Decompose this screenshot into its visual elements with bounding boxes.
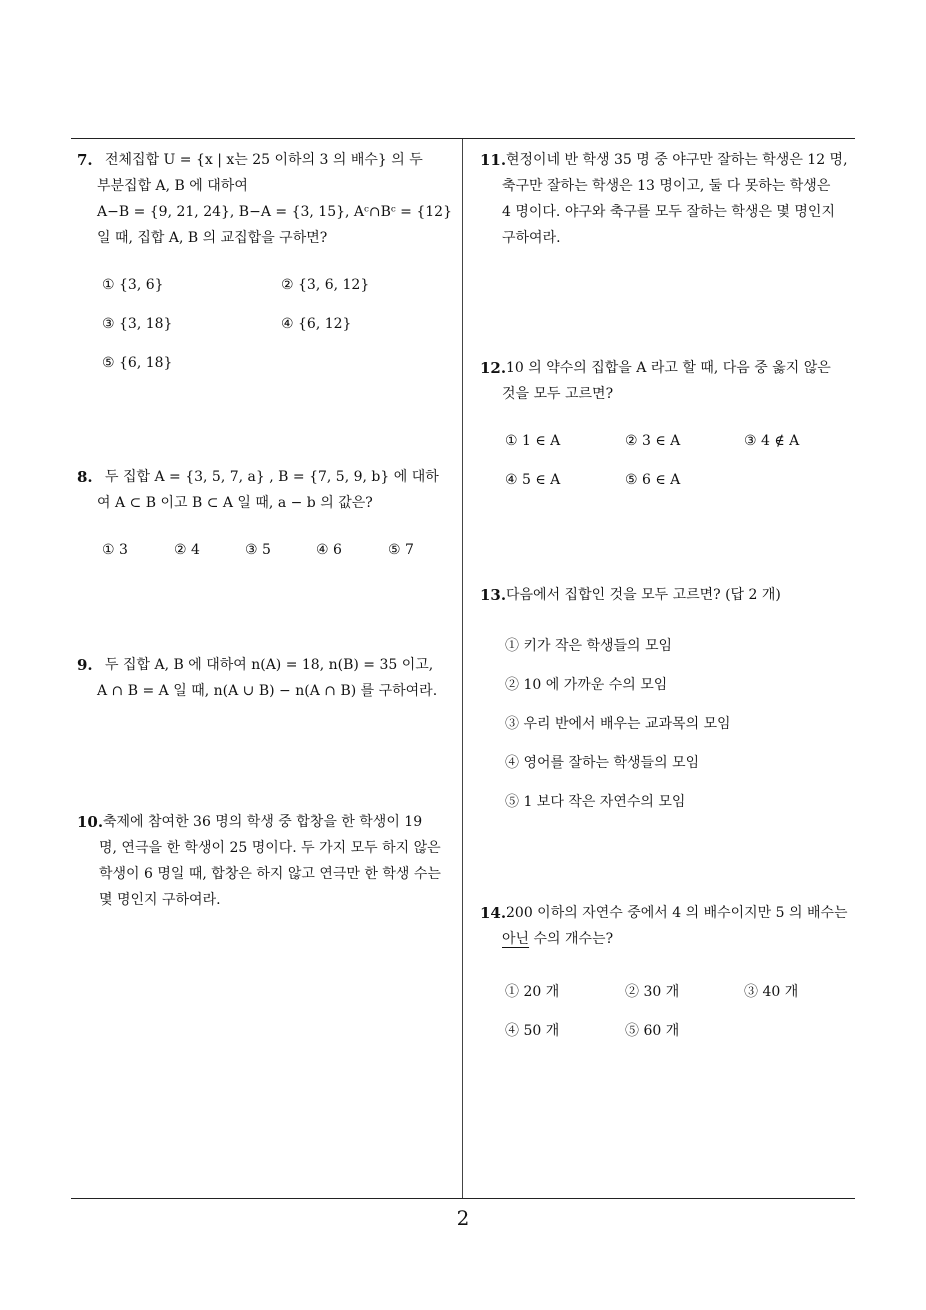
question-12 <box>480 355 860 407</box>
question-number: 12. <box>480 359 507 377</box>
option-5[interactable]: ⑤ 7 <box>388 542 414 558</box>
question-text: 두 집합 A = {3, 5, 7, a} , B = {7, 5, 9, b} 에 대하 <box>105 469 439 485</box>
underlined-word: 아닌 <box>502 931 530 947</box>
option-1[interactable]: ① 1 ∈ A <box>505 433 561 449</box>
question-text <box>502 926 860 952</box>
option-5[interactable]: ⑤ 60 개 <box>625 1023 680 1039</box>
question-text: 학생이 6 명일 때, 합창은 하지 않고 연극만 한 학생 수는 <box>99 866 441 882</box>
question-text: 200 이하의 자연수 중에서 4 의 배수이지만 5 의 배수는 <box>506 905 848 921</box>
question-text: 명, 연극을 한 학생이 25 명이다. 두 가지 모두 하지 않은 <box>99 840 441 856</box>
question-text: 여 A ⊂ B 이고 B ⊂ A 일 때, a − b 의 값은? <box>97 495 373 511</box>
column-divider <box>462 139 463 1199</box>
header-rule <box>71 138 855 139</box>
option-2[interactable]: ② 4 <box>174 542 200 558</box>
question-text: 10 의 약수의 집합을 A 라고 할 때, 다음 중 옳지 않은 <box>506 360 831 376</box>
option-2[interactable]: ② 10 에 가까운 수의 모임 <box>505 677 668 693</box>
option-1[interactable]: ① 3 <box>102 542 128 558</box>
question-number: 13. <box>480 586 507 604</box>
question-text: A−B = {9, 21, 24}, B−A = {3, 15}, Aᶜ∩Bᶜ = {12} <box>97 204 452 220</box>
option-4[interactable]: ④ 5 ∈ A <box>505 472 561 488</box>
option-1[interactable]: ① 20 개 <box>505 984 560 1000</box>
option-1[interactable]: ① 키가 작은 학생들의 모임 <box>505 638 673 654</box>
question-text: 전체집합 U = {x | x는 25 이하의 3 의 배수} 의 두 <box>105 152 423 168</box>
question-text: 축제에 참여한 36 명의 학생 중 합창을 한 학생이 19 <box>103 814 423 830</box>
question-10 <box>77 809 457 913</box>
footer-rule <box>71 1198 855 1199</box>
option-2[interactable]: ② {3, 6, 12} <box>281 277 370 293</box>
option-5[interactable]: ⑤ 1 보다 작은 자연수의 모임 <box>505 794 686 810</box>
question-9 <box>77 652 457 704</box>
option-2[interactable]: ② 30 개 <box>625 984 680 1000</box>
option-1[interactable]: ① {3, 6} <box>102 277 164 293</box>
question-text: 4 명이다. 야구와 축구를 모두 잘하는 학생은 몇 명인지 <box>502 204 835 220</box>
question-text: 축구만 잘하는 학생은 13 명이고, 둘 다 못하는 학생은 <box>502 178 831 194</box>
question-text: A ∩ B = A 일 때, n(A ∪ B) − n(A ∩ B) 를 구하여라. <box>97 683 438 699</box>
option-4[interactable]: ④ 영어를 잘하는 학생들의 모임 <box>505 755 700 771</box>
question-text: 두 집합 A, B 에 대하여 n(A) = 18, n(B) = 35 이고, <box>105 657 434 673</box>
question-7 <box>77 147 457 251</box>
question-text: 현정이네 반 학생 35 명 중 야구만 잘하는 학생은 12 명, <box>506 152 848 168</box>
option-5[interactable]: ⑤ {6, 18} <box>102 355 173 371</box>
question-text: 구하여라. <box>502 230 561 246</box>
option-4[interactable]: ④ 50 개 <box>505 1023 560 1039</box>
option-3[interactable]: ③ 40 개 <box>744 984 799 1000</box>
option-3[interactable]: ③ {3, 18} <box>102 316 173 332</box>
option-2[interactable]: ② 3 ∈ A <box>625 433 681 449</box>
question-text: 일 때, 집합 A, B 의 교집합을 구하면? <box>97 230 328 246</box>
question-14 <box>480 900 860 952</box>
option-3[interactable]: ③ 5 <box>245 542 271 558</box>
question-number: 9. <box>77 656 93 674</box>
page-number: 2 <box>456 1206 470 1230</box>
question-8 <box>77 464 457 516</box>
question-11 <box>480 147 860 251</box>
option-4[interactable]: ④ 6 <box>316 542 342 558</box>
option-3[interactable]: ③ 4 ∉ A <box>744 433 800 449</box>
question-number: 11. <box>480 151 507 169</box>
option-5[interactable]: ⑤ 6 ∈ A <box>625 472 681 488</box>
question-text: 몇 명인지 구하여라. <box>99 892 221 908</box>
question-number: 14. <box>480 904 507 922</box>
question-text: 다음에서 집합인 것을 모두 고르면? (답 2 개) <box>506 587 781 603</box>
question-13 <box>480 582 860 608</box>
question-text: 부분집합 A, B 에 대하여 <box>97 178 248 194</box>
question-text: 것을 모두 고르면? <box>502 386 614 402</box>
question-number: 8. <box>77 468 93 486</box>
option-3[interactable]: ③ 우리 반에서 배우는 교과목의 모임 <box>505 716 731 732</box>
question-text-rest: 수의 개수는? <box>529 931 614 947</box>
question-number: 10. <box>77 813 104 831</box>
option-4[interactable]: ④ {6, 12} <box>281 316 352 332</box>
question-number: 7. <box>77 151 93 169</box>
